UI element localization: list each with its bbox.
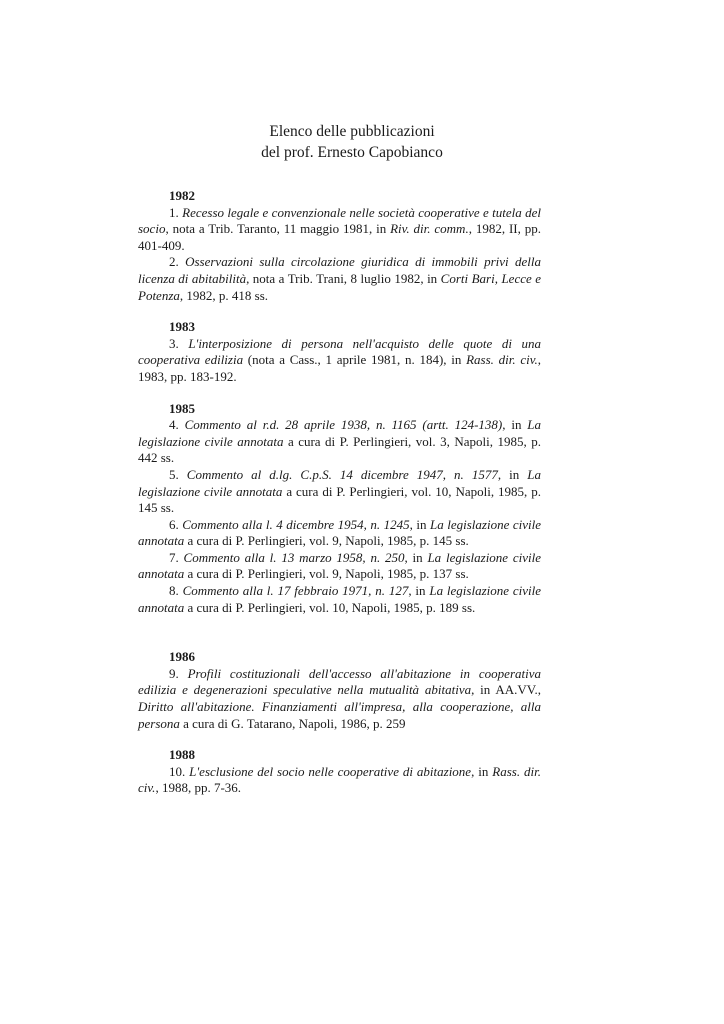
entry-text: , nota a Trib. Trani, 8 luglio 1982, in	[246, 270, 441, 286]
title-line-2: del prof. Ernesto Capobianco	[261, 144, 443, 161]
publication-entry	[138, 517, 541, 550]
publication-title: Commento al d.lg. C.p.S. 14 dicembre 1947, n. 1577	[186, 466, 498, 482]
publication-title: L'esclusione del socio nelle cooperative di abitazione	[189, 763, 472, 779]
journal-name: Corti Bari, Lecce e Potenza	[138, 270, 542, 303]
entry-number: 2.	[169, 254, 186, 270]
entry-text: , in	[471, 763, 493, 779]
publication-entry	[138, 254, 541, 304]
year-heading: 1986	[169, 649, 195, 665]
entry-number: 6.	[169, 516, 183, 532]
publication-entry	[138, 764, 541, 797]
journal-name: La legislazione civile annotata	[138, 417, 542, 449]
book-title: Diritto all'abitazione. Finanziamenti all'impresa, alla cooperazione, alla persona	[138, 699, 541, 731]
entry-text: a cura di P. Perlingieri, vol. 10, Napoli, 1985, p. 189 ss.	[184, 599, 476, 615]
publication-title: Profili costituzionali dell'accesso all'abitazione in cooperativa edilizia e degenerazioni speculative nella mutualità abitativa	[138, 665, 541, 698]
section-1988	[138, 747, 541, 797]
section-1985	[138, 401, 541, 617]
document-title	[140, 121, 564, 163]
publication-title: L'interposizione di persona nell'acquisto delle quote di una cooperativa edilizia	[138, 335, 541, 368]
publication-title: Commento alla l. 13 marzo 1958, n. 250	[183, 549, 405, 565]
journal-name: La legislazione civile annotata	[138, 466, 541, 499]
journal-name: La legislazione civile annotata	[138, 516, 541, 549]
entry-number: 10.	[169, 763, 190, 779]
section-1982	[138, 188, 541, 304]
entry-number: 9.	[169, 665, 188, 681]
publication-entry	[138, 583, 541, 616]
section-1986	[138, 649, 541, 732]
entry-text: , 1983, pp. 183-192.	[138, 352, 542, 384]
entry-text: a cura di P. Perlingieri, vol. 3, Napoli, 1985, p. 442 ss.	[138, 433, 541, 466]
publication-entry	[138, 467, 541, 517]
year-heading: 1983	[169, 319, 195, 335]
journal-name: Rass. dir. civ.	[138, 763, 541, 796]
entry-number: 5.	[169, 466, 187, 482]
entry-text: (nota a Cass., 1 aprile 1981, n. 184), in	[243, 352, 467, 368]
publication-entry	[138, 336, 541, 386]
publication-entry	[138, 550, 541, 583]
entry-number: 7.	[169, 549, 184, 565]
publication-entry	[138, 666, 541, 732]
publication-entry	[138, 417, 541, 467]
entry-text: a cura di P. Perlingieri, vol. 9, Napoli, 1985, p. 145 ss.	[184, 533, 469, 549]
title-line-1: Elenco delle pubblicazioni	[269, 123, 435, 140]
journal-name: Rass. dir. civ.	[466, 352, 538, 368]
publication-list	[138, 188, 541, 812]
entry-text: , 1982, p. 418 ss.	[179, 287, 269, 303]
publication-title: Commento al r.d. 28 aprile 1938, n. 1165 (artt. 124-138)	[184, 417, 503, 433]
entry-number: 3.	[169, 335, 189, 351]
entry-text: , in	[408, 583, 430, 599]
entry-number: 4.	[169, 417, 185, 433]
entry-text: , in	[502, 417, 528, 433]
entry-text: , in	[497, 466, 528, 482]
entry-text: a cura di P. Perlingieri, vol. 10, Napoli, 1985, p. 145 ss.	[138, 483, 541, 516]
entry-text: a cura di P. Perlingieri, vol. 9, Napoli, 1985, p. 137 ss.	[184, 566, 469, 582]
entry-text: , 1988, pp. 7-36.	[155, 780, 242, 796]
publication-entry	[138, 205, 541, 255]
entry-number: 8.	[169, 583, 183, 599]
entry-text: , 1982, II, pp. 401-409.	[138, 221, 541, 253]
entry-text: , in	[404, 549, 428, 565]
year-heading: 1988	[169, 747, 195, 763]
publication-title: Recesso legale e convenzionale nelle società cooperative e tutela del socio	[138, 204, 542, 237]
entry-text: a cura di G. Tatarano, Napoli, 1986, p. 259	[179, 715, 406, 731]
year-heading: 1982	[169, 188, 195, 203]
entry-number: 1.	[169, 204, 183, 220]
journal-name: Riv. dir. comm.	[390, 221, 469, 237]
section-1983	[138, 319, 541, 385]
publication-title: Commento alla l. 17 febbraio 1971, n. 127	[182, 583, 409, 599]
year-heading: 1985	[169, 400, 195, 416]
publication-title: Osservazioni sulla circolazione giuridica di immobili privi della licenza di abitabilità	[138, 254, 541, 286]
journal-name: La legislazione civile annotata	[138, 583, 541, 615]
journal-name: La legislazione civile annotata	[138, 549, 542, 582]
entry-text: , nota a Trib. Taranto, 11 maggio 1981, in	[165, 221, 391, 237]
entry-text: , in AA.VV.,	[471, 682, 541, 698]
publication-title: Commento alla l. 4 dicembre 1954, n. 1245	[182, 516, 410, 532]
entry-text: , in	[409, 516, 430, 532]
